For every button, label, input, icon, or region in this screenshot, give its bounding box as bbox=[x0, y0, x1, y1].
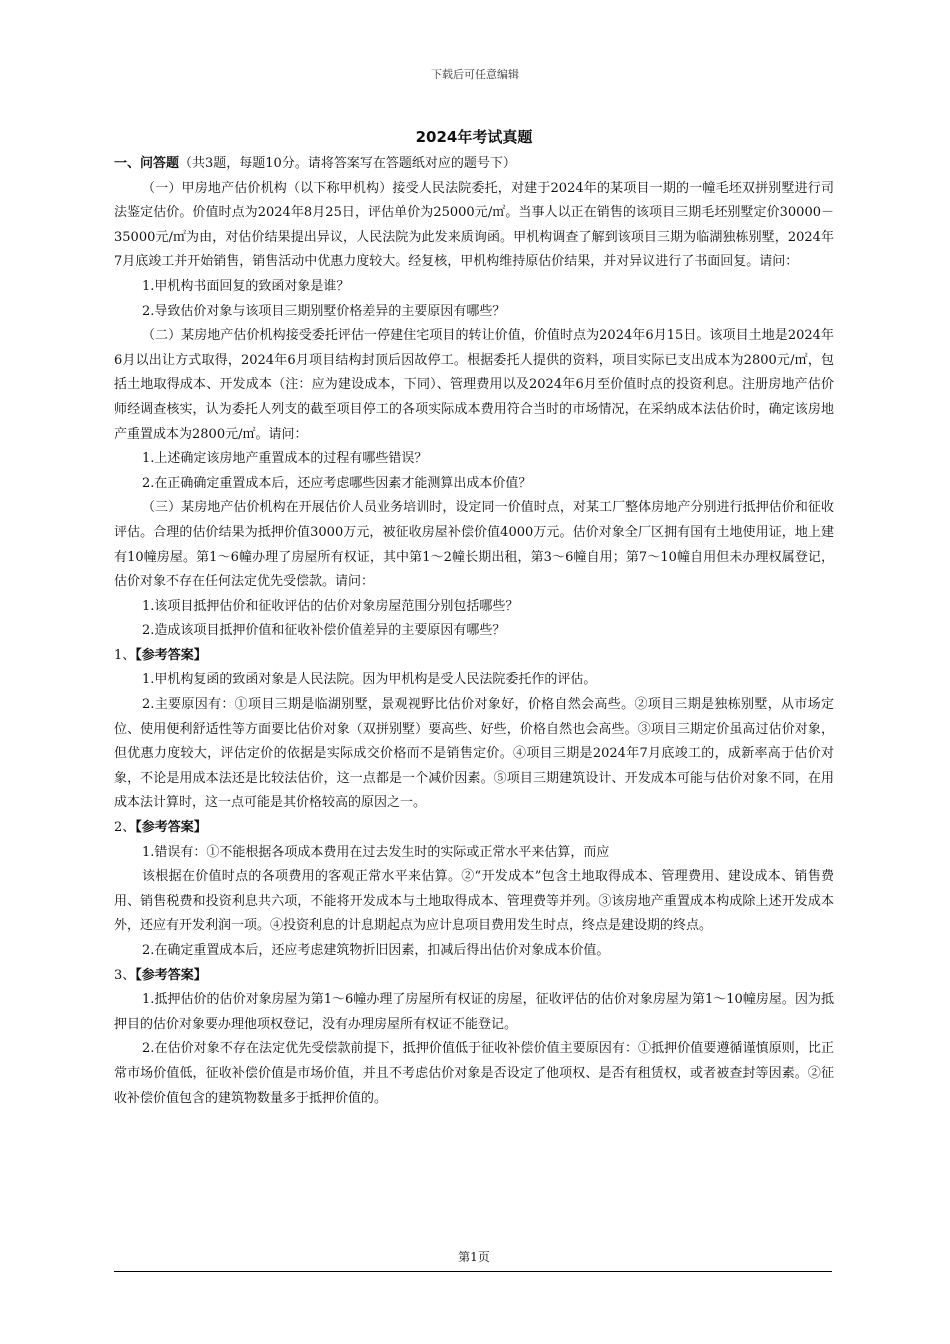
answer-1-paragraph-1: 1.甲机构复函的致函对象是人民法院。因为甲机构是受人民法院委托作的评估。 bbox=[142, 672, 597, 688]
answer-2-paragraph-1: 1.错误有：①不能根据各项成本费用在过去发生时的实际或正常水平来估算，而应 bbox=[142, 844, 610, 860]
answer-2-paragraph-2: 2.在确定重置成本后，还应考虑建筑物折旧因素，扣减后得出估价对象成本价值。 bbox=[142, 943, 610, 958]
section-label: 一、问答题 bbox=[114, 156, 180, 171]
answer-2-paragraph-1-continued: 该根据在价值时点的各项费用的客观正常水平来估算。②“开发成本”包含土地取得成本、管理费用、建设成本、销售费用、销售税费和投资利息共六项，不能将开发成本与土地取得成本、管理费等并列。③该房地产重置成本构成除上述开发成本外，还应有开发利润一项。④投资利息的计息期起点为应计息项目费用发生时点，终点是建设期的终点。 bbox=[114, 869, 834, 934]
question-3-item-2: 2.造成该项目抵押价值和征收补偿价值差异的主要原因有哪些？ bbox=[142, 623, 506, 639]
question-3-item-1: 1.该项目抵押估价和征收评估的估价对象房屋范围分别包括哪些？ bbox=[142, 598, 519, 614]
answer-1-paragraph-2: 2.主要原因有：①项目三期是临湖别墅，景观视野比估价对象好，价格自然会高些。②项目三期是独栋别墅，从市场定位、使用便利舒适性等方面要比估价对象（双拼别墅）要高些、好些，价格自然也会高些。③项目三期定价虽高过估价对象，但优惠力度较大，评估定价的依据是实际成交价格而不是销售定价。④项目三期是2024年7月底竣工的，成新率高于估价对象，不论是用成本法还是比较法估价，这一点都是一个减价因素。⑤项目三期建筑设计、开发成本可能与估价对象不同，在用成本法计算时，这一点可能是其价格较高的原因之一。 bbox=[114, 697, 834, 811]
answer-3-paragraph-2: 2.在估价对象不存在法定优先受偿款前提下，抵押价值低于征收补偿价值主要原因有：①抵押价值要遵循谨慎原则，比正常市场价值低，征收补偿价值是市场价值，并且不考虑估价对象是否设定了他项权、是否有租赁权，或者被查封等因素。②征收补偿价值包含的建筑物数量多于抵押价值的。 bbox=[114, 1041, 834, 1106]
question-1-text: （一）甲房地产估价机构（以下称甲机构）接受人民法院委托，对建于2024年的某项目一期的一幢毛坯双拼别墅进行司法鉴定估价。价值时点为2024年8月25日，评估单价为25000元/㎡。当事人以正在销售的该项目三期毛坯别墅定价30000－35000元/㎡为由，对估价结果提出异议，人民法院为此发来质询函。甲机构调查了解到该项目三期为临湖独栋别墅，2024年7月底竣工并开始销售，销售活动中优惠力度较大。经复核，甲机构维持原估价结果，并对异议进行了书面回复。请问： bbox=[114, 180, 834, 270]
answer-3-label: 【参考答案】 bbox=[135, 967, 207, 983]
question-3-text: （三）某房地产估价机构在开展估价人员业务培训时，设定同一价值时点，对某工厂整体房地产分别进行抵押估价和征收评估。合理的估价结果为抵押价值3000万元，被征收房屋补偿价值4000万元。估价对象全厂区拥有国有土地使用证，地上建有10幢房屋。第1～6幢办理了房屋所有权证，其中第1～2幢长期出租，第3～6幢自用；第7～10幢自用但未办理权属登记，估价对象不存在任何法定优先受偿款。请问： bbox=[114, 500, 834, 590]
answer-3-heading bbox=[114, 964, 834, 989]
footer-divider bbox=[114, 1271, 832, 1272]
question-1-item-1: 1.甲机构书面回复的致函对象是谁？ bbox=[142, 278, 350, 294]
section-description: （共3题，每题10分。请将答案写在答题纸对应的题号下） bbox=[179, 156, 516, 171]
question-1-item-2: 2.导致估价对象与该项目三期别墅价格差异的主要原因有哪些？ bbox=[142, 303, 506, 319]
document-body bbox=[114, 126, 834, 1111]
section-heading bbox=[114, 152, 834, 177]
question-2-item-2: 2.在正确确定重置成本后，还应考虑哪些因素才能测算出成本价值？ bbox=[142, 475, 532, 491]
answer-3-paragraph-1: 1.抵押估价的估价对象房屋为第1～6幢办理了房屋所有权证的房屋，征收评估的估价对象房屋为第1～10幢房屋。因为抵押目的估价对象要办理他项权登记，没有办理房屋所有权证不能登记。 bbox=[114, 992, 834, 1032]
page-number: 第1页 bbox=[458, 1250, 490, 1264]
question-2-item-1: 1.上述确定该房地产重置成本的过程有哪些错误？ bbox=[142, 451, 428, 467]
answer-2-label: 【参考答案】 bbox=[135, 820, 207, 836]
question-2-text: （二）某房地产估价机构接受委托评估一停建住宅项目的转让价值，价值时点为2024年6月15日。该项目土地是2024年6月以出让方式取得，2024年6月项目结构封顶后因故停工。根据委托人提供的资料，项目实际已支出成本为2800元/㎡，包括土地取得成本、开发成本（注：应为建设成本，下同）、管理费用以及2024年6月至价值时点的投资利息。注册房地产估价师经调查核实，认为委托人列支的截至项目停工的各项实际成本费用符合当时的市场情况，在采纳成本法估价时，确定该房地产重置成本为2800元/㎡。请问： bbox=[114, 328, 834, 442]
answer-2-heading bbox=[114, 816, 834, 841]
document-title: 2024年考试真题 bbox=[415, 128, 533, 146]
answer-2-number: 2、 bbox=[114, 820, 136, 836]
answer-1-label: 【参考答案】 bbox=[135, 647, 207, 663]
answer-1-heading bbox=[114, 644, 834, 669]
answer-3-number: 3、 bbox=[114, 967, 136, 983]
answer-1-number: 1、 bbox=[114, 647, 136, 663]
page-header-note: 下载后可任意编辑 bbox=[431, 68, 519, 81]
